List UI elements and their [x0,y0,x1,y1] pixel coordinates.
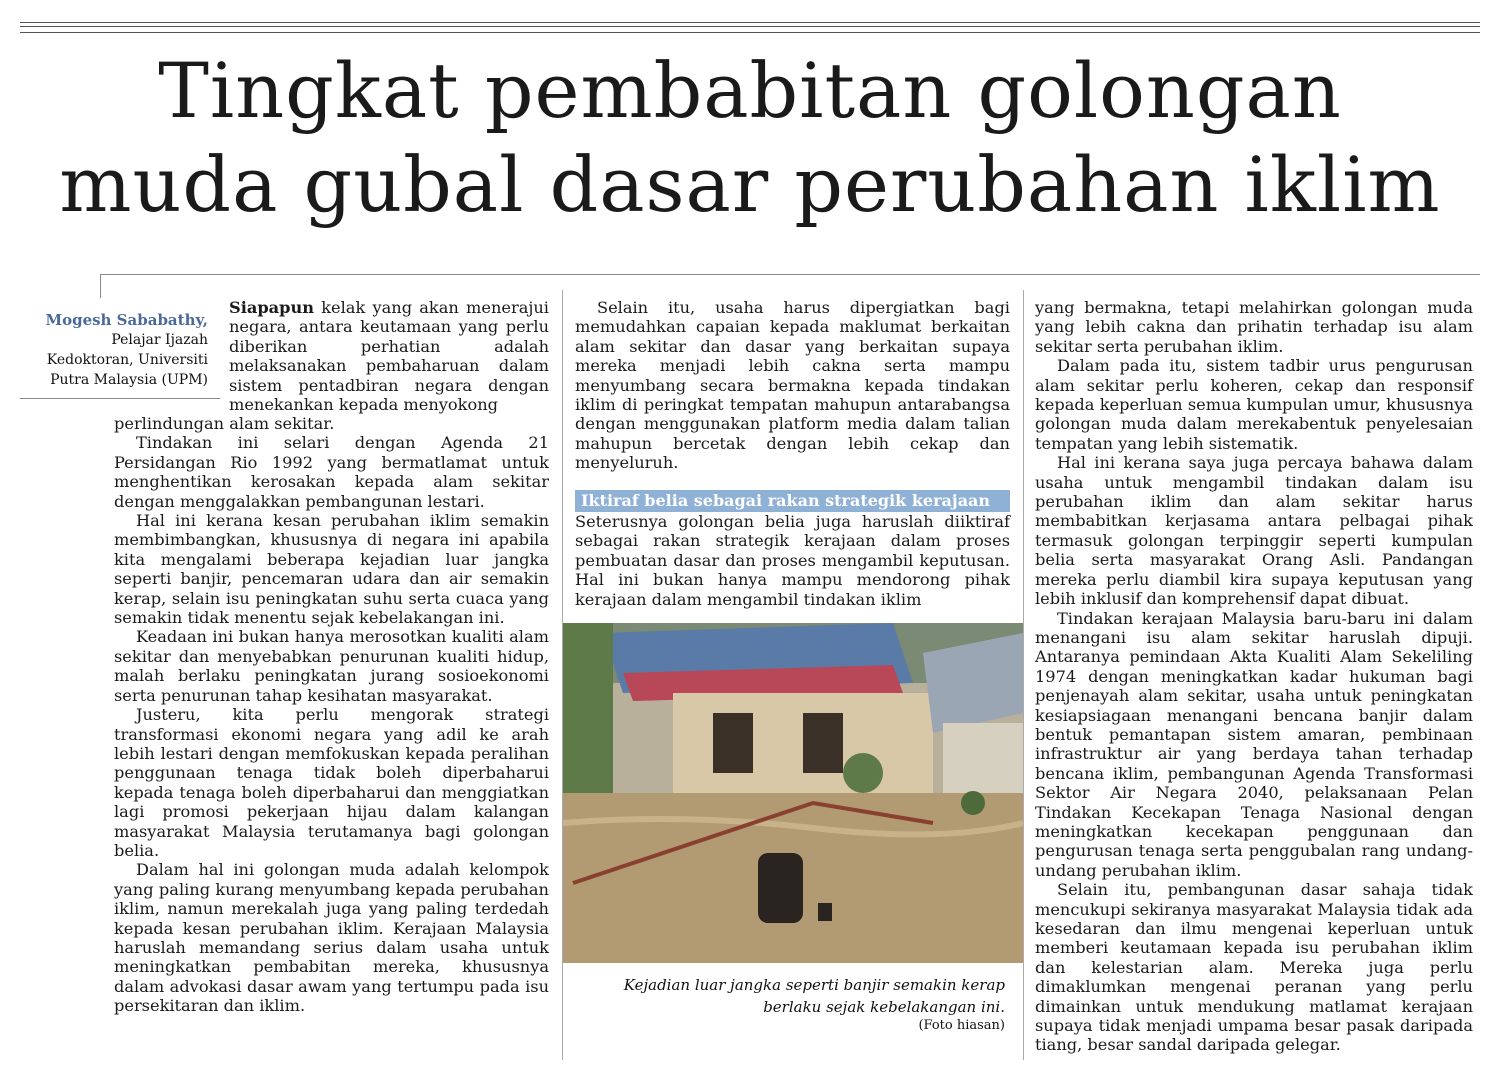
flood-photo [563,623,1023,963]
paragraph-1-end: perlindungan alam sekitar. [114,414,335,433]
paragraph: Tindakan ini selari dengan Agenda 21 Persidangan Rio 1992 yang bermatlamat untuk menghentikan kerosakan kepada alam sekitar dengan menggalakkan pembangunan lestari. [114,433,549,511]
column-2 [575,298,1010,473]
author-role-2: Kedoktoran, Universiti [46,352,208,368]
lead-word: Siapapun [229,298,314,317]
paragraph: Hal ini kerana kesan perubahan iklim semakin membimbangkan, khususnya di negara ini apabila kita mengalami beberapa kejadian luar jangka seperti banjir, pencemaran udara dan air semakin kerap, selain isu peningkatan suhu serta cuaca yang semakin tidak menentu sejak kebelakangan ini. [114,511,549,628]
author-role-1: Pelajar Ijazah [111,332,208,348]
top-rule [20,22,1480,27]
section-rule-corner [100,274,101,298]
headline [30,44,1470,232]
column-1 [114,414,549,1016]
lead-text: kelak yang akan menerajui negara, antara keutamaan yang perlu diberikan perhatian adalah melaksanakan pembaharuan dalam sistem pentadbiran negara dengan menekankan kepada menyokong [229,298,549,415]
paragraph: Keadaan ini bukan hanya merosotkan kualiti alam sekitar dan menyebabkan penurunan kualiti hidup, malah berlaku peningkatan jurang sosioekonomi serta penurunan tahap kesihatan masyarakat. [114,627,549,705]
subheading: Iktiraf belia sebagai rakan strategik kerajaan [575,490,1010,512]
headline-line-1: Tingkat pembabitan golongan [158,46,1342,135]
byline [20,310,208,390]
column-1-lead [229,298,549,414]
author-name: Mogesh Sababathy, [45,311,208,329]
paragraph: yang bermakna, tetapi melahirkan golongan muda yang lebih cakna dan prihatin terhadap isu alam sekitar serta perubahan iklim. [1035,298,1473,356]
flood-photo-illustration [563,623,1023,963]
column-divider [1023,290,1024,1060]
photo-caption: Kejadian luar jangka seperti banjir semakin kerap berlaku sejak kebelakangan ini. [623,976,1005,1016]
paragraph: Tindakan kerajaan Malaysia baru-baru ini dalam menangani isu alam sekitar haruslah dipuji. Antaranya pemindaan Akta Kualiti Alam Sekeliling 1974 dengan meningkatkan kadar hukuman bagi penjenayah alam sekitar, usaha untuk peningkatan kesiapsiagaan menangani bencana banjir dalam bentuk pemantapan sistem amaran, pembinaan infrastruktur air yang berdaya tahan terhadap bencana iklim, pembangunan Agenda Transformasi Sektor Air Negara 2040, pelaksanaan Pelan Tindakan Kecekapan Tenaga Nasional dengan meningkatkan kecekapan penggunaan dan pengurusan tenaga serta penggubalan rang undang-undang perubahan iklim. [1035,608,1473,880]
lead-paragraph [229,298,549,414]
section-rule [100,274,1480,275]
paragraph: Selain itu, usaha harus dipergiatkan bagi memudahkan capaian kepada maklumat berkaitan alam sekitar dan dasar yang berkaitan supaya mereka menjadi lebih cakna serta mampu menyumbang secara bermakna kepada tindakan iklim di peringkat tempatan mahupun antarabangsa dengan menggunakan platform media dalam talian mahupun bercetak dengan lebih cekap dan menyeluruh. [575,298,1010,473]
top-rule-secondary [20,32,1480,33]
author-role-3: Putra Malaysia (UPM) [50,372,208,388]
photo-credit: (Foto hiasan) [918,1018,1005,1033]
headline-line-2: muda gubal dasar perubahan iklim [59,140,1441,229]
paragraph: Dalam hal ini golongan muda adalah kelompok yang paling kurang menyumbang kepada perubahan iklim, namun merekalah juga yang paling terdedah kepada kesan perubahan iklim. Kerajaan Malaysia haruslah memandang serius dalam usaha untuk meningkatkan pembabitan mereka, khususnya dalam advokasi dasar awam yang tertumpu pada isu persekitaran dan iklim. [114,860,549,1016]
column-2-continued [575,512,1010,609]
paragraph: Selain itu, pembangunan dasar sahaja tidak mencukupi sekiranya masyarakat Malaysia tidak ada kesedaran dan ilmu mengenai keperluan untuk memberi keutamaan kepada isu perubahan iklim dan kelestarian alam. Mereka juga perlu dimaklumkan mengenai peranan yang perlu dimainkan untuk mendukung matlamat kerajaan supaya tidak menjadi umpama besar pasak daripada tiang, besar sandal daripada gelegar. [1035,880,1473,1055]
paragraph: Dalam pada itu, sistem tadbir urus pengurusan alam sekitar perlu koheren, cekap dan responsif kepada keperluan semua kumpulan umur, khususnya golongan muda dalam merekabentuk penyelesaian tempatan yang lebih sistematik. [1035,356,1473,453]
byline-rule [20,398,220,399]
paragraph: Hal ini kerana saya juga percaya bahawa dalam usaha untuk mengambil tindakan dalam isu perubahan iklim dan alam sekitar harus membabitkan kerjasama antara pelbagai pihak termasuk golongan terpinggir seperti kumpulan belia serta masyarakat Orang Asli. Pandangan mereka perlu diambil kira supaya keputusan yang lebih inklusif dan komprehensif dapat dibuat. [1035,453,1473,609]
paragraph: Justeru, kita perlu mengorak strategi transformasi ekonomi negara yang adil ke arah lebih lestari dengan memfokuskan kepada peralihan penggunaan tenaga tidak boleh diperbaharui kepada tenaga boleh diperbaharui dan menggiatkan lagi promosi pekerjaan hijau dalam kalangan masyarakat Malaysia terutamanya bagi golongan belia. [114,705,549,860]
paragraph: Seterusnya golongan belia juga haruslah diiktiraf sebagai rakan strategik kerajaan dalam proses pembuatan dasar dan proses mengambil keputusan. Hal ini bukan hanya mampu mendorong pihak kerajaan dalam mengambil tindakan iklim [575,512,1010,609]
column-3 [1035,298,1473,1055]
